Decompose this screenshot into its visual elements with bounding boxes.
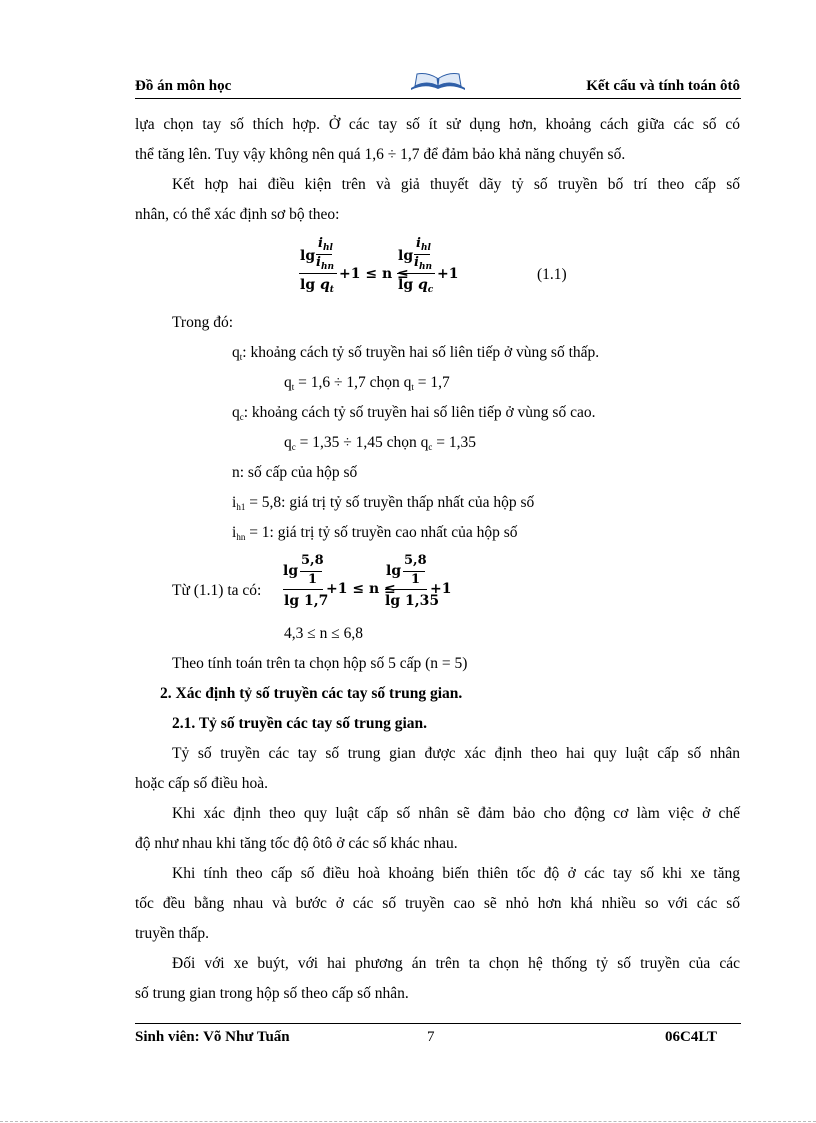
definition-text: : khoảng cách tỷ số truyền hai số liên tiếp ở vùng số thấp. bbox=[242, 344, 600, 361]
header-divider bbox=[135, 98, 741, 99]
subscript: t bbox=[411, 382, 414, 392]
page-boundary bbox=[0, 1121, 816, 1122]
formula-i-hn bbox=[316, 255, 334, 272]
value-text: = 1,7 bbox=[413, 374, 450, 391]
paragraph-line: số trung gian trong hộp số theo cấp số nhân. bbox=[135, 985, 409, 1002]
paragraph-line: Theo tính toán trên ta chọn hộp số 5 cấp (n = 5) bbox=[172, 655, 468, 672]
paragraph-line: tốc đều bằng nhau và bước ở các số truyền cao sẽ nhỏ hơn khá nhiều so với các số bbox=[135, 895, 740, 912]
formula-lg: lg bbox=[385, 593, 401, 609]
footer-divider bbox=[135, 1023, 741, 1024]
header-course: Đồ án môn học bbox=[135, 78, 232, 94]
fraction-bar bbox=[385, 589, 427, 590]
formula-subscript: c bbox=[427, 285, 434, 295]
value-qc bbox=[284, 433, 476, 457]
value-text: = 1,6 ÷ 1,7 chọn q bbox=[294, 374, 412, 391]
formula-denominator: 1 bbox=[308, 572, 318, 587]
paragraph-line: độ như nhau khi tăng tốc độ ôtô ở các số khác nhau. bbox=[135, 835, 458, 852]
formula-lg: lg bbox=[386, 563, 402, 579]
subscript: hn bbox=[236, 532, 246, 542]
symbol: q bbox=[232, 404, 240, 421]
formula-denominator: 1 bbox=[411, 572, 421, 587]
formula-subscript: hn bbox=[320, 262, 335, 272]
paragraph-line: Tỷ số truyền các tay số trung gian được xác định theo hai quy luật cấp số nhân bbox=[172, 745, 740, 762]
formula-symbol: q bbox=[319, 277, 330, 293]
formula-subscript: hl bbox=[322, 243, 333, 253]
header-subject: Kết cấu và tính toán ôtô bbox=[586, 78, 740, 94]
open-book-icon bbox=[407, 70, 469, 92]
definition-ih1 bbox=[232, 493, 534, 517]
paragraph-line: Từ (1.1) ta có: bbox=[172, 582, 262, 599]
subscript: c bbox=[239, 412, 244, 422]
symbol: i bbox=[232, 494, 237, 511]
formula-lg: lg bbox=[398, 248, 414, 264]
value-qt bbox=[284, 373, 450, 397]
paragraph-line: hoặc cấp số điều hoà. bbox=[135, 775, 268, 792]
definition-text: = 5,8: giá trị tỷ số truyền thấp nhất của hộp số bbox=[245, 494, 535, 511]
formula-inequality: +1 ≤ n ≤ bbox=[339, 266, 409, 282]
formula-lg-q bbox=[284, 593, 328, 609]
formula-plus-one: +1 bbox=[437, 266, 459, 282]
definition-text: = 1: giá trị tỷ số truyền cao nhất của hộp số bbox=[245, 524, 518, 541]
definition-n: n: số cấp của hộp số bbox=[232, 464, 358, 481]
formula-i-hl bbox=[416, 236, 431, 253]
page-number: 7 bbox=[427, 1029, 435, 1045]
definition-text: : khoảng cách tỷ số truyền hai số liên tiếp ở vùng số cao. bbox=[243, 404, 596, 421]
formula-symbol: i bbox=[316, 255, 321, 270]
formula-subscript: hn bbox=[418, 262, 433, 272]
paragraph-line: Kết hợp hai điều kiện trên và giả thuyết dãy tỷ số truyền bố trí theo cấp số bbox=[172, 176, 740, 193]
formula-lg-q bbox=[300, 277, 334, 295]
paragraph-line: Khi xác định theo quy luật cấp số nhân sẽ đảm bảo cho động cơ làm việc ở chế bbox=[172, 805, 740, 822]
subscript: h1 bbox=[236, 502, 246, 512]
symbol: q bbox=[284, 434, 292, 451]
fraction-bar bbox=[299, 273, 337, 274]
formula-subscript: t bbox=[329, 285, 334, 295]
paragraph-line: lựa chọn tay số thích hợp. Ở các tay số ít sử dụng hơn, khoảng cách giữa các số có bbox=[135, 116, 740, 133]
formula-i-hn bbox=[414, 255, 432, 272]
paragraph-line: Trong đó: bbox=[172, 314, 234, 331]
formula-symbol: i bbox=[416, 236, 421, 251]
equation-number: (1.1) bbox=[537, 266, 567, 283]
range-result: 4,3 ≤ n ≤ 6,8 bbox=[284, 625, 364, 642]
formula-symbol: q bbox=[417, 277, 428, 293]
formula-lg: lg bbox=[398, 277, 414, 293]
formula-symbol: i bbox=[318, 236, 323, 251]
page-header bbox=[135, 74, 740, 98]
formula-inequality: +1 ≤ n ≤ bbox=[326, 581, 396, 597]
paragraph-line: Khi tính theo cấp số điều hoà khoảng biến thiên tốc độ ở các tay số khi xe tăng bbox=[172, 865, 740, 882]
paragraph-line: Đối với xe buýt, với hai phương án trên ta chọn hệ thống tỷ số truyền của các bbox=[172, 955, 740, 972]
formula-subscript: hl bbox=[420, 243, 431, 253]
formula-lg: lg bbox=[284, 593, 300, 609]
paragraph-line: thể tăng lên. Tuy vậy không nên quá 1,6 ÷ 1,7 để đảm bảo khả năng chuyển số. bbox=[135, 146, 626, 163]
formula-lg: lg bbox=[283, 563, 299, 579]
footer-class: 06C4LT bbox=[665, 1029, 717, 1045]
subsection-heading: 2.1. Tỷ số truyền các tay số trung gian. bbox=[172, 715, 428, 732]
formula-plus-one: +1 bbox=[430, 581, 452, 597]
fraction-bar bbox=[397, 273, 435, 274]
fraction-bar bbox=[283, 589, 323, 590]
formula-symbol: i bbox=[414, 255, 419, 270]
definition-ihn bbox=[232, 523, 518, 547]
symbol: q bbox=[284, 374, 292, 391]
footer-student: Sinh viên: Võ Như Tuấn bbox=[135, 1029, 290, 1045]
paragraph-line: nhân, có thể xác định sơ bộ theo: bbox=[135, 206, 340, 223]
subscript: t bbox=[291, 382, 295, 392]
formula-numerator: 5,8 bbox=[301, 553, 324, 568]
section-heading: 2. Xác định tỷ số truyền các tay số trung gian. bbox=[160, 685, 463, 702]
formula-lg-q bbox=[398, 277, 433, 295]
definition-qc bbox=[232, 403, 595, 427]
formula-i-hl bbox=[318, 236, 333, 253]
formula-1-1 bbox=[298, 236, 468, 298]
definition-qt bbox=[232, 343, 599, 367]
formula-lg: lg bbox=[300, 277, 316, 293]
value-text: = 1,35 bbox=[432, 434, 477, 451]
paragraph-line: truyền thấp. bbox=[135, 925, 210, 942]
subscript: c bbox=[428, 442, 433, 452]
value-text: = 1,35 ÷ 1,45 chọn q bbox=[295, 434, 429, 451]
symbol: i bbox=[232, 524, 237, 541]
symbol: q bbox=[232, 344, 240, 361]
formula-numeric bbox=[283, 553, 458, 613]
formula-value: 1,7 bbox=[303, 593, 329, 609]
subscript: c bbox=[291, 442, 296, 452]
subscript: t bbox=[239, 352, 243, 362]
formula-lg: lg bbox=[300, 248, 316, 264]
formula-numerator: 5,8 bbox=[404, 553, 427, 568]
formula-value: 1,35 bbox=[404, 593, 440, 609]
